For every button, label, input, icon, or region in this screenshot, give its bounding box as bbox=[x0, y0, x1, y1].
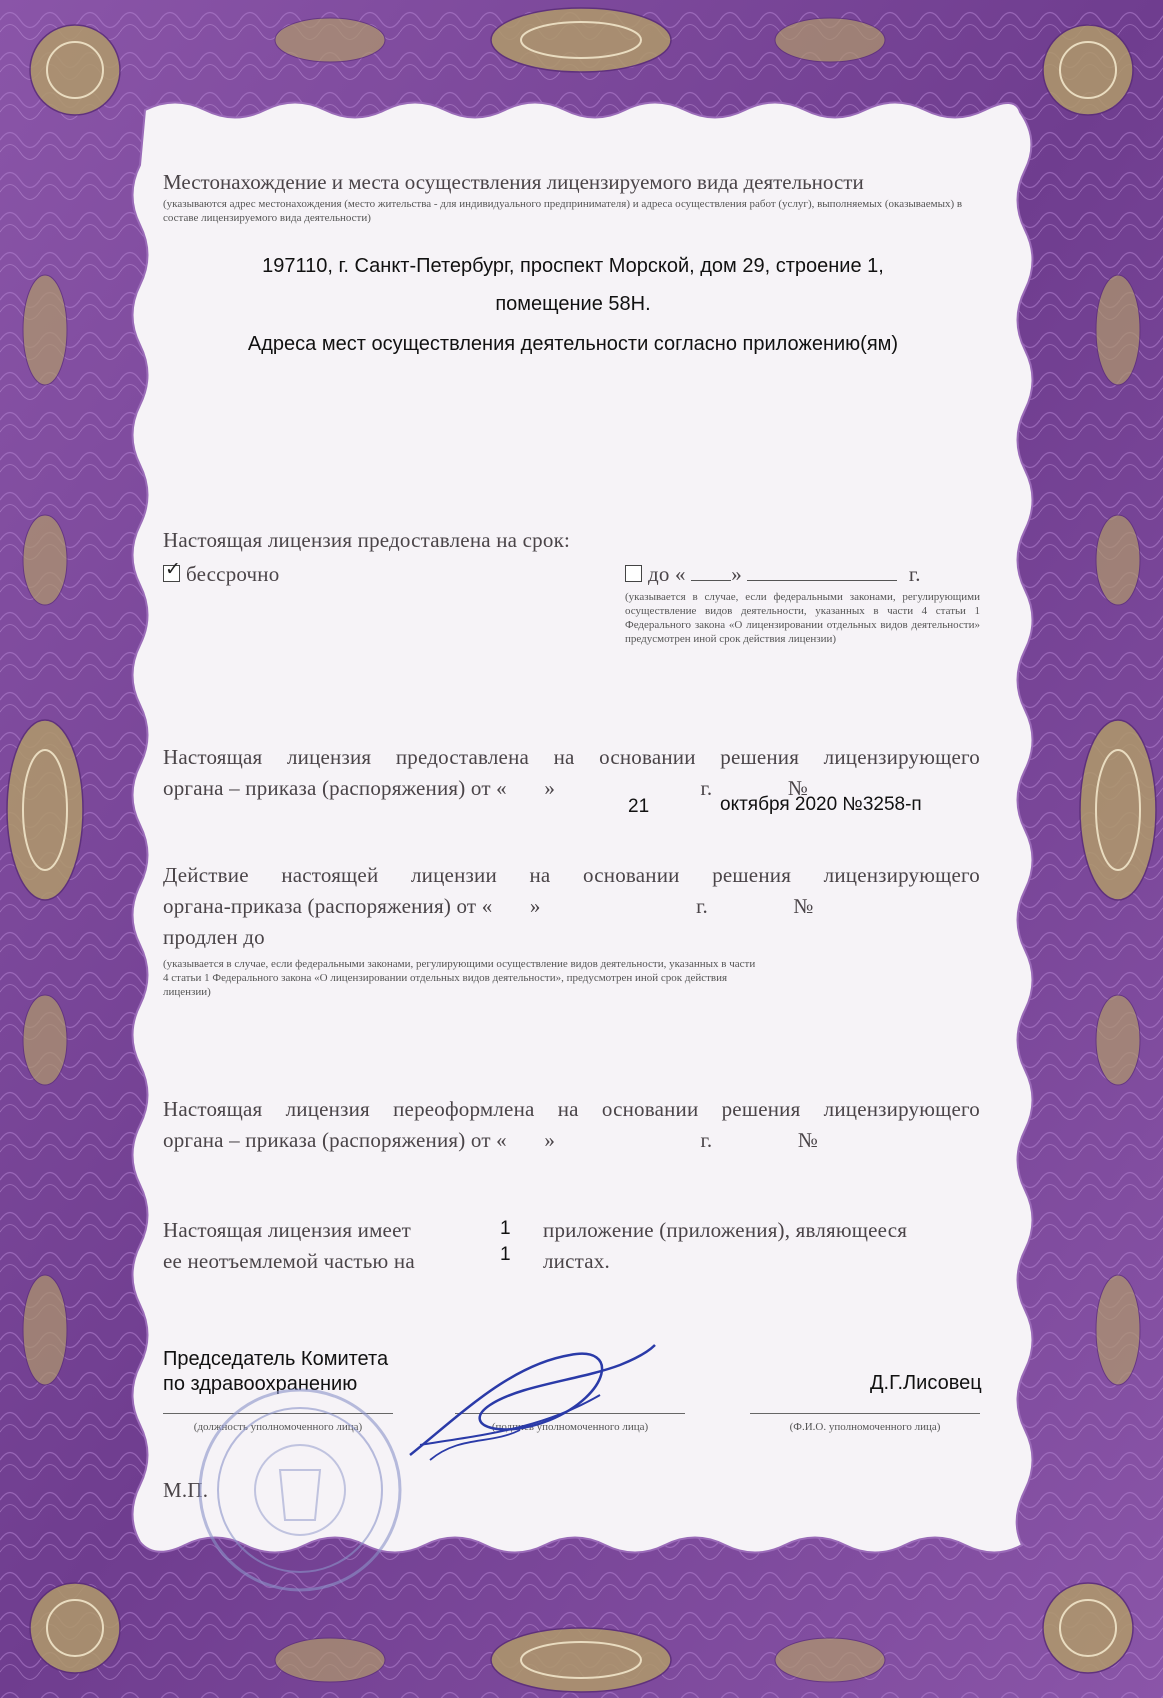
appendix-line-2-suffix: листах. bbox=[543, 1249, 610, 1273]
signer-position-line-2: по здравоохранению bbox=[163, 1373, 358, 1395]
reissue-line-2 bbox=[163, 1128, 980, 1153]
extension-line-3: продлен до bbox=[163, 925, 265, 949]
term-heading: Настоящая лицензия предоставлена на срок: bbox=[163, 528, 571, 552]
until-checkbox[interactable] bbox=[625, 565, 642, 582]
reissue-order-prefix: органа – приказа (распоряжения) от « bbox=[163, 1128, 507, 1152]
term-until-option bbox=[625, 562, 975, 587]
position-caption: (должность уполномоченного лица) bbox=[193, 1421, 363, 1433]
appendix-line-1-prefix: Настоящая лицензия имеет bbox=[163, 1218, 411, 1242]
extension-line-1: Действие настоящей лицензии на основании решения лицензирующего bbox=[163, 863, 980, 887]
seal-placeholder-label: М.П. bbox=[163, 1478, 209, 1502]
basis-day-value: 21 bbox=[628, 796, 650, 817]
basis-number-label: № bbox=[787, 776, 809, 800]
basis-quote: » bbox=[544, 776, 556, 800]
unlimited-checkbox[interactable] bbox=[163, 558, 182, 582]
until-quote: » bbox=[731, 562, 742, 586]
reissue-line-1: Настоящая лицензия переоформлена на основании решения лицензирующего bbox=[163, 1097, 980, 1121]
term-note: (указывается в случае, если федеральными законами, регулирующими осуществление видов деятельности, указанных в части 4 статьи 1 Федерального закона «О лицензировании отдельных видов деятельности» предусмотрен иной срок действия лицензии) bbox=[625, 591, 980, 645]
appendix-line-2-prefix: ее неотъемлемой частью на bbox=[163, 1249, 415, 1273]
reissue-quote: » bbox=[544, 1128, 556, 1152]
signature-caption: (подпись уполномоченного лица) bbox=[491, 1421, 649, 1433]
unlimited-label: бессрочно bbox=[186, 562, 280, 586]
basis-date-number-value: октября 2020 №3258-п bbox=[720, 794, 922, 815]
extension-quote: » bbox=[529, 894, 541, 918]
signer-position-line-1: Председатель Комитета bbox=[163, 1348, 389, 1370]
appendix-count-value: 1 bbox=[500, 1218, 511, 1239]
name-underline bbox=[750, 1413, 980, 1414]
signer-name: Д.Г.Лисовец bbox=[870, 1372, 982, 1394]
appendix-line-1-suffix: приложение (приложения), являющееся bbox=[543, 1218, 908, 1242]
official-stamp bbox=[190, 1380, 410, 1600]
location-heading: Местонахождение и места осуществления лицензируемого вида деятельности bbox=[163, 170, 864, 194]
check-icon: ✓ bbox=[165, 558, 182, 580]
basis-order-prefix: органа – приказа (распоряжения) от « bbox=[163, 776, 507, 800]
address-line-1: 197110, г. Санкт-Петербург, проспект Морской, дом 29, строение 1, bbox=[262, 255, 884, 277]
address-line-2: помещение 58Н. bbox=[495, 293, 651, 315]
extension-number-label: № bbox=[793, 894, 814, 918]
name-caption: (Ф.И.О. уполномоченного лица) bbox=[789, 1421, 941, 1433]
basis-line-1: Настоящая лицензия предоставлена на основании решения лицензирующего bbox=[163, 745, 980, 769]
location-note: (указываются адрес местонахождения (место жительства - для индивидуального предпринимателя) и адреса осуществления работ (услуг), выполняемых (оказываемых) в составе лицензируемого вида деятельности) bbox=[163, 198, 963, 224]
extension-year-label: г. bbox=[696, 894, 708, 918]
reissue-number-label: № bbox=[797, 1128, 819, 1152]
extension-note: (указывается в случае, если федеральными законами, регулирующими осуществление видов деятельности, указанных в части 4 статьи 1 Федерального закона «О лицензировании отдельных видов деятельности», предусмотрен иной срок действия лицензии) bbox=[163, 958, 756, 998]
term-unlimited-option bbox=[163, 558, 280, 587]
extension-line-2 bbox=[163, 894, 980, 919]
handwritten-signature bbox=[400, 1335, 660, 1475]
until-year-label: г. bbox=[908, 562, 921, 586]
until-label: до « bbox=[648, 562, 686, 586]
reissue-year-label: г. bbox=[700, 1128, 713, 1152]
address-line-3: Адреса мест осуществления деятельности согласно приложению(ям) bbox=[247, 333, 899, 355]
extension-order-prefix: органа-приказа (распоряжения) от « bbox=[163, 894, 493, 918]
basis-year-label: г. bbox=[700, 776, 713, 800]
appendix-sheets-value: 1 bbox=[500, 1244, 511, 1265]
